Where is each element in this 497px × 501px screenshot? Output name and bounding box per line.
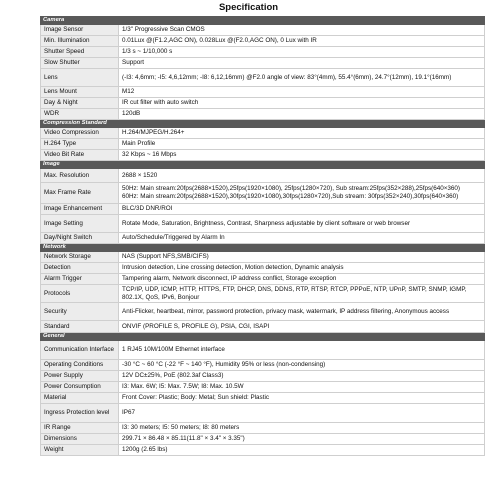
spec-label: Video Bit Rate <box>41 150 119 161</box>
spec-row <box>41 139 485 150</box>
section-title: Camera <box>41 17 485 25</box>
spec-value: Support <box>119 58 485 69</box>
spec-label: Max Frame Rate <box>41 183 119 204</box>
spec-row <box>41 47 485 58</box>
spec-value: IR cut filter with auto switch <box>119 98 485 109</box>
spec-label: Communication Interface <box>41 341 119 360</box>
spec-label: Image Sensor <box>41 25 119 36</box>
section-header <box>41 333 485 341</box>
section-title: Network <box>41 244 485 252</box>
section-header <box>41 244 485 252</box>
spec-value: 32 Kbps ~ 16 Mbps <box>119 150 485 161</box>
specification-table <box>40 16 485 456</box>
spec-label: Image Setting <box>41 215 119 233</box>
spec-row <box>41 434 485 445</box>
spec-label: Video Compression <box>41 128 119 139</box>
spec-label: Day & Night <box>41 98 119 109</box>
spec-value: M12 <box>119 87 485 98</box>
spec-value: Rotate Mode, Saturation, Brightness, Contrast, Sharpness adjustable by client software or web browser <box>119 215 485 233</box>
spec-row <box>41 303 485 321</box>
spec-label: Dimensions <box>41 434 119 445</box>
spec-row <box>41 169 485 183</box>
spec-label: Slow Shutter <box>41 58 119 69</box>
spec-row <box>41 69 485 87</box>
spec-label: Shutter Speed <box>41 47 119 58</box>
section-header <box>41 120 485 128</box>
spec-value: ONVIF (PROFILE S, PROFILE G), PSIA, CGI, ISAPI <box>119 321 485 333</box>
spec-row <box>41 274 485 285</box>
spec-row <box>41 87 485 98</box>
spec-value: NAS (Support NFS,SMB/CIFS) <box>119 252 485 263</box>
spec-value: Intrusion detection, Line crossing detection, Motion detection, Dynamic analysis <box>119 263 485 274</box>
spec-row <box>41 341 485 360</box>
spec-row <box>41 263 485 274</box>
spec-label: Material <box>41 393 119 404</box>
spec-label: Network Storage <box>41 252 119 263</box>
section-title: Compression Standard <box>41 120 485 128</box>
spec-label: Alarm Trigger <box>41 274 119 285</box>
spec-value: 12V DC±25%, PoE (802.3af Class3) <box>119 371 485 382</box>
spec-row <box>41 233 485 244</box>
spec-row <box>41 445 485 456</box>
spec-label: Ingress Protection level <box>41 404 119 423</box>
spec-row <box>41 204 485 215</box>
spec-label: Detection <box>41 263 119 274</box>
spec-label: Day/Night Switch <box>41 233 119 244</box>
spec-label: Weight <box>41 445 119 456</box>
spec-label: Protocols <box>41 285 119 303</box>
spec-value: -30 °C ~ 60 °C (-22 °F ~ 140 °F), Humidity 95% or less (non-condensing) <box>119 360 485 371</box>
spec-label: Standard <box>41 321 119 333</box>
spec-value: 1/3" Progressive Scan CMOS <box>119 25 485 36</box>
spec-row <box>41 321 485 333</box>
spec-label: Security <box>41 303 119 321</box>
spec-label: Min. Illumination <box>41 36 119 47</box>
spec-row <box>41 36 485 47</box>
spec-row <box>41 252 485 263</box>
spec-value: (-I3: 4,6mm; -I5: 4,6,12mm; -I8: 6,12,16mm) @F2.0 angle of view: 83°(4mm), 55.4°(6mm), 24.7°(12mm), 19.1°(16mm) <box>119 69 485 87</box>
spec-row <box>41 382 485 393</box>
spec-value: Front Cover: Plastic; Body: Metal; Sun shield: Plastic <box>119 393 485 404</box>
spec-row <box>41 109 485 120</box>
spec-row <box>41 98 485 109</box>
spec-value: 120dB <box>119 109 485 120</box>
spec-row <box>41 360 485 371</box>
spec-row <box>41 128 485 139</box>
spec-row <box>41 215 485 233</box>
spec-value: 1/3 s ~ 1/10,000 s <box>119 47 485 58</box>
spec-value: Tampering alarm, Network disconnect, IP address conflict, Storage exception <box>119 274 485 285</box>
spec-value: 0.01Lux @(F1.2,AGC ON), 0.028Lux @(F2.0,AGC ON), 0 Lux with IR <box>119 36 485 47</box>
spec-row <box>41 285 485 303</box>
spec-label: WDR <box>41 109 119 120</box>
section-title: Image <box>41 161 485 169</box>
spec-value: 1200g (2.65 lbs) <box>119 445 485 456</box>
spec-row <box>41 393 485 404</box>
spec-value: IP67 <box>119 404 485 423</box>
spec-value: 2688 × 1520 <box>119 169 485 183</box>
spec-value: TCP/IP, UDP, ICMP, HTTP, HTTPS, FTP, DHCP, DNS, DDNS, RTP, RTSP, RTCP, PPPoE, NTP, UPnP, SMTP, SNMP, IGMP, 802.1X, QoS, IPv6, Bonjour <box>119 285 485 303</box>
spec-row <box>41 25 485 36</box>
spec-value: 299.71 × 86.48 × 85.11(11.8" × 3.4" × 3.35") <box>119 434 485 445</box>
spec-label: Max. Resolution <box>41 169 119 183</box>
spec-label: H.264 Type <box>41 139 119 150</box>
spec-row <box>41 423 485 434</box>
spec-value: 1 RJ45 10M/100M Ethernet interface <box>119 341 485 360</box>
spec-value: H.264/MJPEG/H.264+ <box>119 128 485 139</box>
page-title: Specification <box>218 2 279 13</box>
spec-label: Power Consumption <box>41 382 119 393</box>
spec-row <box>41 404 485 423</box>
spec-value: Anti-Flicker, heartbeat, mirror, password protection, privacy mask, watermark, IP address filtering, Anonymous access <box>119 303 485 321</box>
spec-label: Lens Mount <box>41 87 119 98</box>
section-header <box>41 161 485 169</box>
spec-label: Operating Conditions <box>41 360 119 371</box>
spec-label: Lens <box>41 69 119 87</box>
spec-label: IR Range <box>41 423 119 434</box>
spec-value: 50Hz: Main stream:20fps(2688×1520),25fps(1920×1080), 25fps(1280×720), Sub stream:25fps(352×288),25fps(640×360) 60Hz: Main stream:20fps(2688×1520),30fps(1920×1080),30fps(1280×720),Sub stream: 30fps(352×240),30fps(640×360) <box>119 183 485 204</box>
spec-value: Main Profile <box>119 139 485 150</box>
spec-value: BLC/3D DNR/ROI <box>119 204 485 215</box>
section-title: General <box>41 333 485 341</box>
spec-row <box>41 183 485 204</box>
spec-label: Image Enhancement <box>41 204 119 215</box>
spec-value: I3: 30 meters; I5: 50 meters; I8: 80 meters <box>119 423 485 434</box>
section-header <box>41 17 485 25</box>
spec-value: I3: Max. 6W; I5: Max. 7.5W; I8: Max. 10.5W <box>119 382 485 393</box>
spec-row <box>41 150 485 161</box>
spec-row <box>41 371 485 382</box>
spec-label: Power Supply <box>41 371 119 382</box>
spec-row <box>41 58 485 69</box>
spec-value: Auto/Schedule/Triggered by Alarm In <box>119 233 485 244</box>
